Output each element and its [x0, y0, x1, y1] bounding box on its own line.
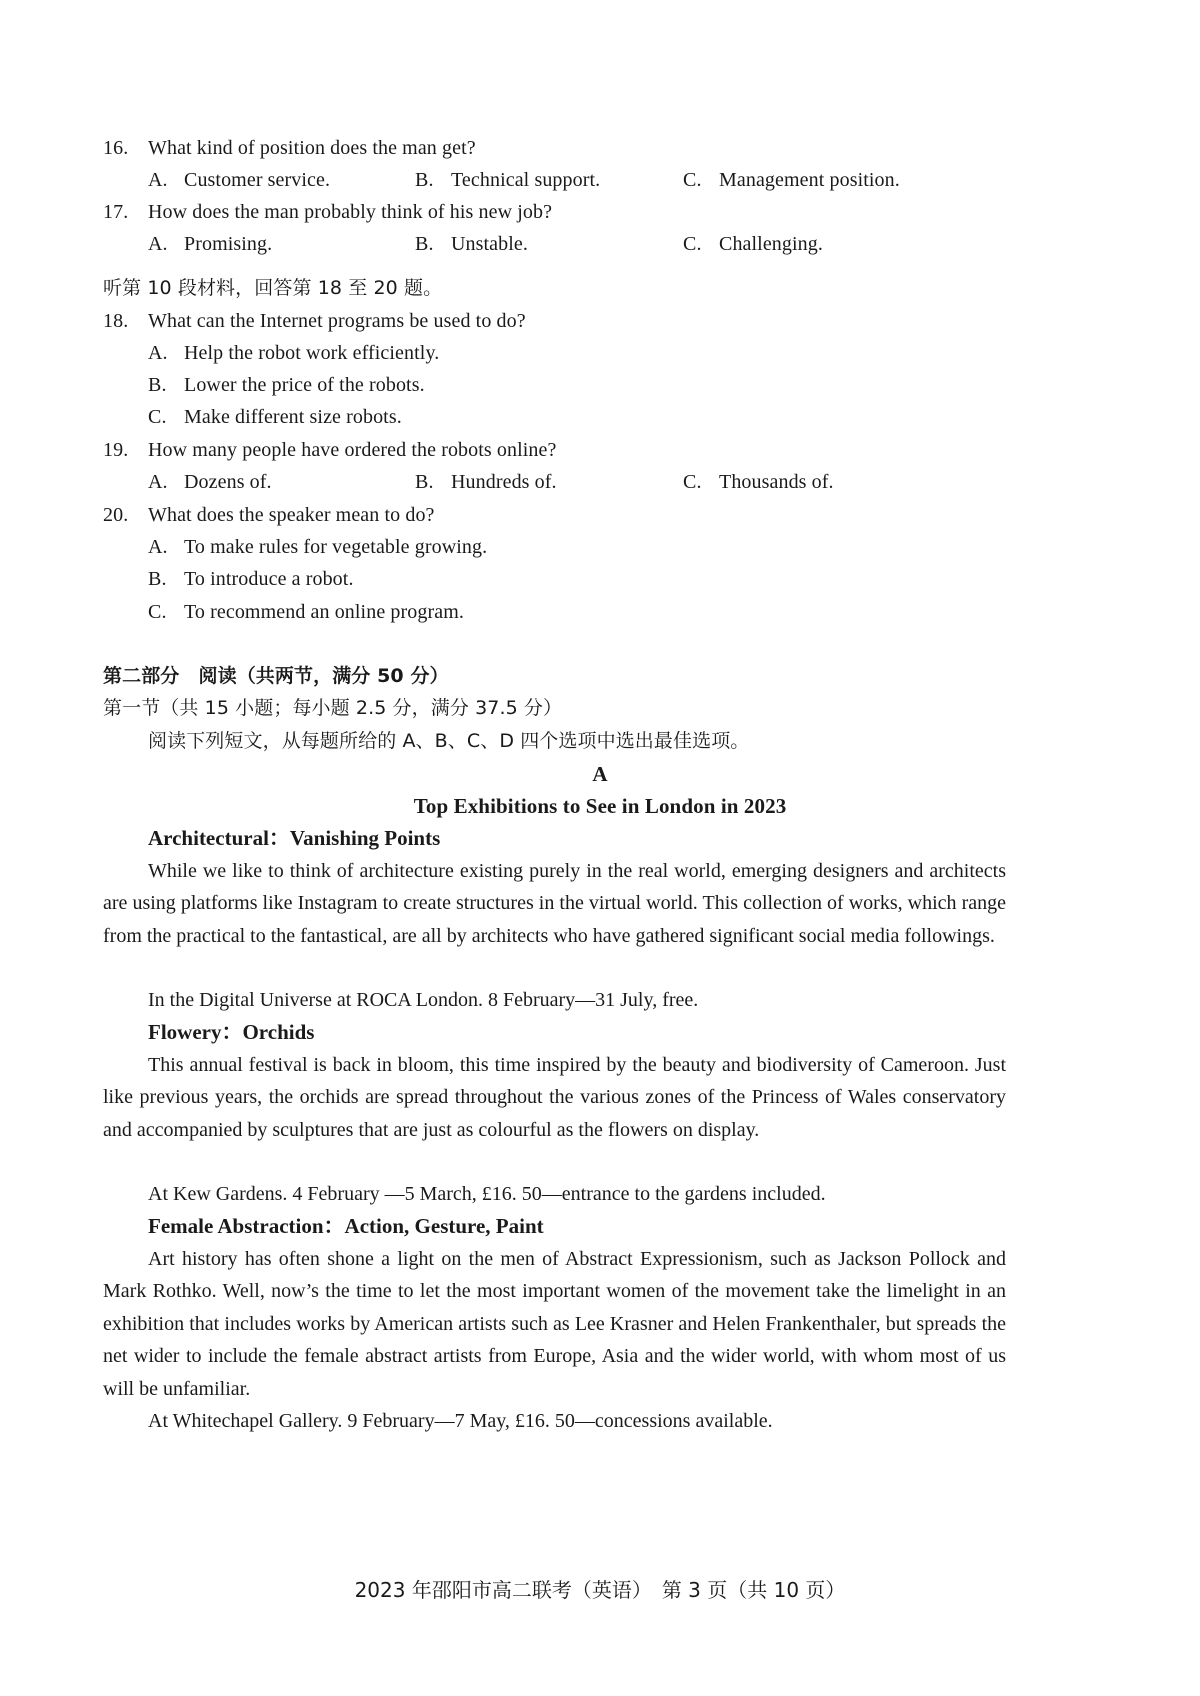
option-text: Make different size robots.: [184, 406, 402, 428]
option-text: Hundreds of.: [451, 471, 557, 493]
part-title: 第二部分 阅读（共两节，满分 50 分）: [103, 665, 449, 687]
option-text: Management position.: [719, 169, 900, 191]
question-number: 17.: [103, 201, 129, 223]
exhibition-info: At Kew Gardens. 4 February —5 March, £16. 50—entrance to the gardens included.: [148, 1183, 826, 1205]
question-text: What kind of position does the man get?: [148, 137, 476, 159]
exhibition-description: While we like to think of architecture existing purely in the real world, emerging designers and architects are using platforms like Instagram to create structures in the virtual world. This collection of works, which range from the practical to the fantastical, are all by architects who have gathered significant social media followings.: [103, 860, 1006, 947]
option-a[interactable]: [148, 232, 272, 256]
option-letter: B.: [415, 471, 434, 493]
passage-label: A: [592, 762, 608, 786]
option-text: Dozens of.: [184, 471, 272, 493]
option-letter: C.: [683, 233, 702, 255]
exhibition-description: This annual festival is back in bloom, this time inspired by the beauty and biodiversity of Cameroon. Just like previous years, the orchids are spread throughout the various zones of the Princess of Wales conservatory and accompanied by sculptures that are just as colourful as the flowers on display.: [103, 1054, 1006, 1141]
question-number: 18.: [103, 310, 129, 332]
option-letter: A.: [148, 471, 168, 493]
question-text: What can the Internet programs be used to do?: [148, 310, 526, 332]
option-text: Customer service.: [184, 169, 331, 191]
option-text: To make rules for vegetable growing.: [184, 536, 488, 558]
option-text: Help the robot work efficiently.: [184, 342, 440, 364]
option-letter: B.: [415, 169, 434, 191]
option-letter: B.: [415, 233, 434, 255]
option-letter: C.: [148, 601, 167, 623]
option-c[interactable]: [683, 168, 900, 192]
option-text: Promising.: [184, 233, 273, 255]
reading-instruction: 阅读下列短文，从每题所给的 A、B、C、D 四个选项中选出最佳选项。: [148, 730, 750, 752]
option-b[interactable]: [415, 168, 600, 192]
exhibition-heading: Architectural：Vanishing Points: [148, 826, 441, 850]
question-number: 19.: [103, 439, 129, 461]
option-b[interactable]: [415, 232, 528, 256]
option-letter: C.: [683, 471, 702, 493]
exhibition-heading: Female Abstraction：Action, Gesture, Paint: [148, 1214, 544, 1238]
option-letter: C.: [148, 406, 167, 428]
option-letter: A.: [148, 169, 168, 191]
option-text: To recommend an online program.: [184, 601, 464, 623]
option-letter: A.: [148, 342, 168, 364]
question-number: 20.: [103, 504, 129, 526]
option-a[interactable]: [148, 168, 330, 192]
option-letter: A.: [148, 536, 168, 558]
question-text: How many people have ordered the robots online?: [148, 439, 557, 461]
option-a[interactable]: [148, 470, 272, 494]
exhibition-info: At Whitechapel Gallery. 9 February—7 May, £16. 50—concessions available.: [148, 1410, 773, 1432]
question-text: What does the speaker mean to do?: [148, 504, 435, 526]
exhibition-heading: Flowery：Orchids: [148, 1020, 315, 1044]
exhibition-info: In the Digital Universe at ROCA London. 8 February—31 July, free.: [148, 989, 699, 1011]
exhibition-description: Art history has often shone a light on the men of Abstract Expressionism, such as Jackson Pollock and Mark Rothko. Well, now’s the time to let the most important women of the movement take the limelight in an exhibition that includes works by American artists such as Lee Krasner and Helen Frankenthaler, but spreads the net wider to include the female abstract artists from Europe, Asia and the wider world, with whom most of us will be unfamiliar.: [103, 1248, 1006, 1400]
option-b[interactable]: [415, 470, 557, 494]
option-text: Challenging.: [719, 233, 823, 255]
option-c[interactable]: [683, 232, 823, 256]
question-number: 16.: [103, 137, 129, 159]
option-letter: B.: [148, 568, 167, 590]
option-text: Lower the price of the robots.: [184, 374, 425, 396]
option-text: Unstable.: [451, 233, 528, 255]
option-c[interactable]: [683, 470, 834, 494]
option-text: Thousands of.: [719, 471, 834, 493]
option-letter: C.: [683, 169, 702, 191]
section-title: 第一节（共 15 小题；每小题 2.5 分，满分 37.5 分）: [103, 697, 563, 719]
passage-title: Top Exhibitions to See in London in 2023: [413, 794, 787, 818]
section-10-instruction: 听第 10 段材料，回答第 18 至 20 题。: [103, 277, 443, 299]
question-text: How does the man probably think of his new job?: [148, 201, 553, 223]
option-text: Technical support.: [451, 169, 601, 191]
option-text: To introduce a robot.: [184, 568, 354, 590]
option-letter: B.: [148, 374, 167, 396]
option-letter: A.: [148, 233, 168, 255]
page-footer: 2023 年邵阳市高二联考（英语） 第 3 页（共 10 页）: [354, 1578, 846, 1602]
